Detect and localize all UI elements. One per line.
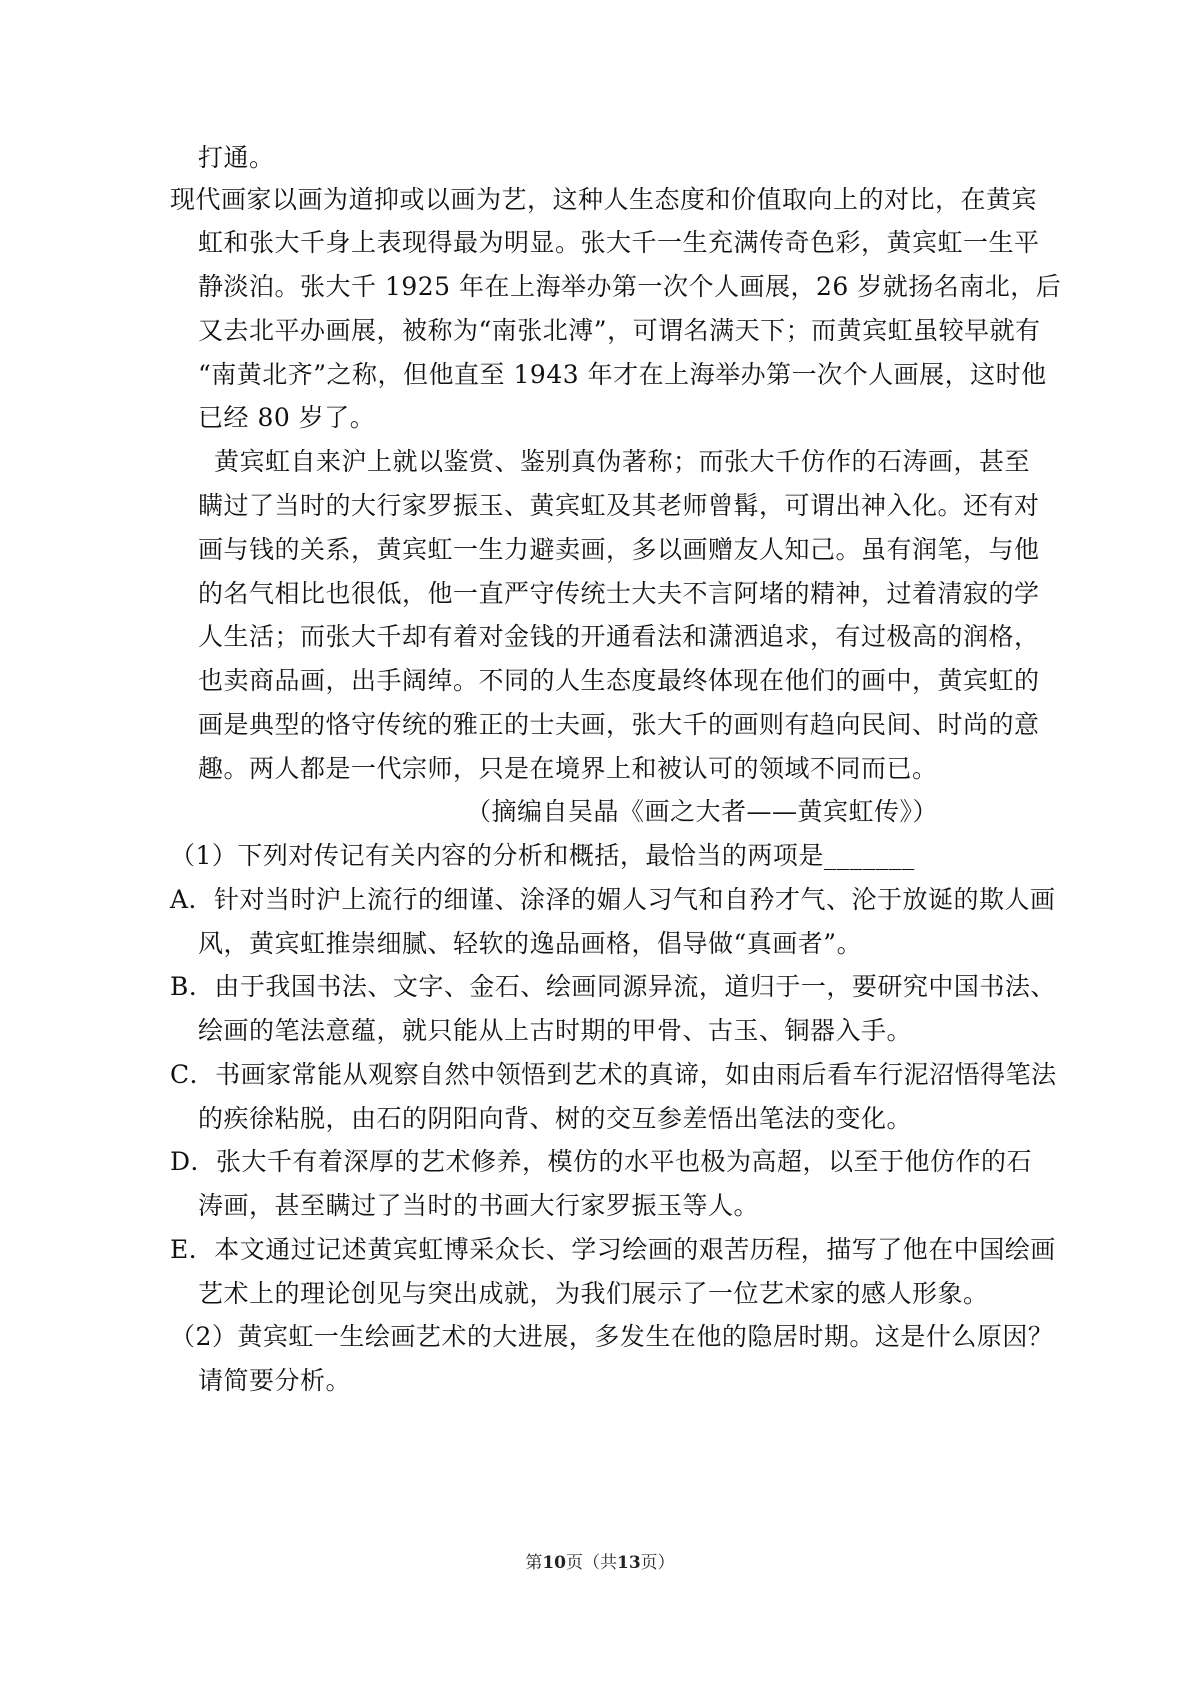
text-line: 静淡泊。张大千 1925 年在上海举办第一次个人画展，26 岁就扬名南北，后 [198,272,1062,301]
page-number: 10 [542,1553,566,1573]
option-d: 涛画，甚至瞒过了当时的书画大行家罗振玉等人。 [198,1191,760,1220]
text-line: 瞒过了当时的大行家罗振玉、黄宾虹及其老师曾髯，可谓出神入化。还有对 [198,491,1040,520]
text-line: 也卖商品画，出手阔绰。不同的人生态度最终体现在他们的画中，黄宾虹的 [198,666,1040,695]
text-line: 的名气相比也很低，他一直严守传统士大夫不言阿堵的精神，过着清寂的学 [198,579,1040,608]
question-2-stem: 请简要分析。 [198,1366,352,1395]
option-c: C．书画家常能从观察自然中领悟到艺术的真谛，如由雨后看车行泥沼悟得笔法 [170,1060,1057,1089]
option-d: D．张大千有着深厚的艺术修养，模仿的水平也极为高超，以至于他仿作的石 [170,1147,1033,1176]
text-line: 黄宾虹自来沪上就以鉴赏、鉴别真伪著称；而张大千仿作的石涛画，甚至 [214,447,1031,476]
text-line: 人生活；而张大千却有着对金钱的开通看法和潇洒追求，有过极高的润格， [198,622,1040,651]
text-line: 趣。两人都是一代宗师，只是在境界上和被认可的领域不同而已。 [198,754,938,783]
option-a: 风，黄宾虹推崇细腻、轻软的逸品画格，倡导做“真画者”。 [198,929,863,958]
text-line: 已经 80 岁了。 [198,403,376,432]
text-line: 虹和张大千身上表现得最为明显。张大千一生充满传奇色彩，黄宾虹一生平 [198,228,1040,257]
question-1-stem: （1）下列对传记有关内容的分析和概括，最恰当的两项是_______ [170,841,915,870]
text-line: 画与钱的关系，黄宾虹一生力避卖画，多以画赠友人知己。虽有润笔，与他 [198,535,1040,564]
footer-prefix: 第 [525,1553,543,1573]
footer-middle: 页（共 [566,1553,617,1573]
option-c: 的疾徐粘脱，由石的阴阳向背、树的交互参差悟出笔法的变化。 [198,1104,913,1133]
option-e: E．本文通过记述黄宾虹博采众长、学习绘画的艰苦历程，描写了他在中国绘画 [170,1235,1056,1264]
question-2-stem: （2）黄宾虹一生绘画艺术的大进展，多发生在他的隐居时期。这是什么原因？ [170,1322,1054,1351]
total-pages: 13 [617,1553,641,1573]
option-a: A．针对当时沪上流行的细谨、涂泽的媚人习气和自矜才气、沦于放诞的欺人画 [170,885,1056,914]
text-line: 又去北平办画展，被称为“南张北溥”，可谓名满天下；而黄宾虹虽较早就有 [198,316,1041,345]
text-line: 画是典型的恪守传统的雅正的士夫画，张大千的画则有趋向民间、时尚的意 [198,710,1040,739]
source-citation: （摘编自吴晶《画之大者——黄宾虹传》） [465,797,938,826]
footer-suffix: 页） [640,1553,675,1573]
text-line: “南黄北齐”之称，但他直至 1943 年才在上海举办第一次个人画展，这时他 [198,360,1047,389]
option-b: 绘画的笔法意蕴，就只能从上古时期的甲骨、古玉、铜器入手。 [198,1016,913,1045]
text-line: 打通。 [198,143,275,172]
text-line: 现代画家以画为道抑或以画为艺，这种人生态度和价值取向上的对比，在黄宾 [170,185,1038,214]
page-footer [0,1552,1200,1574]
option-b: B．由于我国书法、文字、金石、绘画同源异流，道归于一，要研究中国书法、 [170,972,1056,1001]
option-e: 艺术上的理论创见与突出成就，为我们展示了一位艺术家的感人形象。 [198,1279,989,1308]
